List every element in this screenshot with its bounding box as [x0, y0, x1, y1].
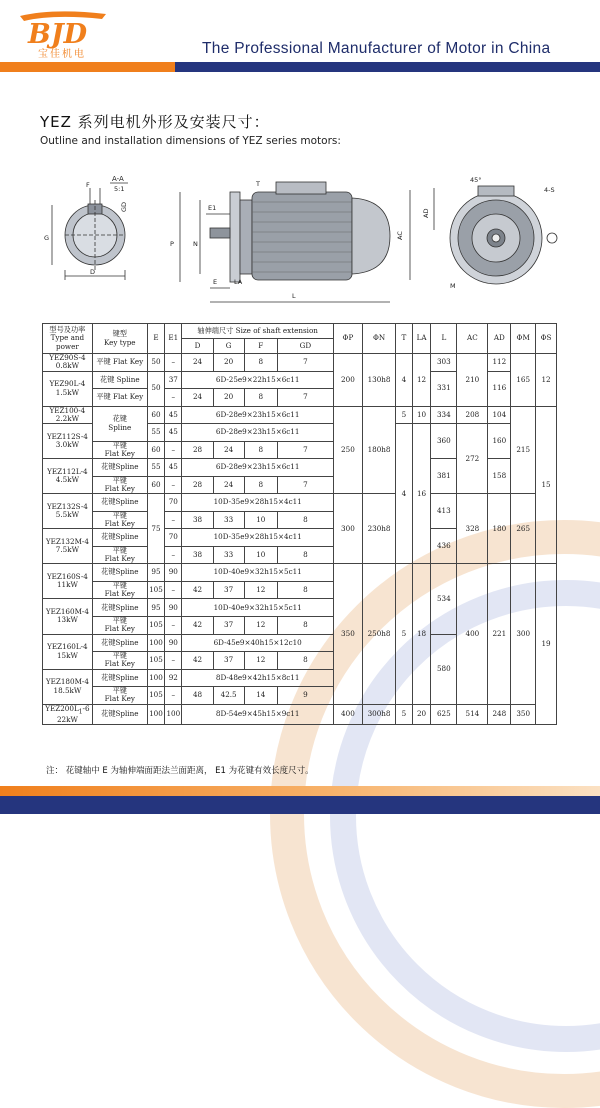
- label-angle: 45°: [470, 176, 482, 184]
- model-cell: YEZ90S-4 0.8kW: [43, 354, 93, 372]
- header-orange-bar: [0, 62, 175, 72]
- company-tagline: The Professional Manufacturer of Motor in China: [202, 40, 551, 57]
- key-cell: 平键 Flat Key: [92, 581, 147, 599]
- key-cell: 平键 Flat Key: [92, 616, 147, 634]
- model-cell: $YEZ200L_1-6$ 22kW: [43, 704, 93, 725]
- label-m: M: [450, 282, 456, 290]
- table-row: YEZ112S-4 3.0kW 55 45 6D-28e9×23h15×6c11 4 16 360 272 160: [43, 424, 557, 442]
- model-cell: YEZ160M-4 13kW: [43, 599, 93, 634]
- key-cell: 平键 Flat Key: [92, 476, 147, 494]
- header-e1: E1: [165, 324, 182, 354]
- model-cell: YEZ180M-4 18.5kW: [43, 669, 93, 704]
- motor-side-view: [170, 180, 410, 302]
- label-gd: GD: [120, 201, 128, 212]
- header-la: LA: [412, 324, 431, 354]
- model-cell: YEZ90L-4 1.5kW: [43, 371, 93, 406]
- header-key: 键型 Key type: [92, 324, 147, 354]
- label-p: P: [170, 240, 174, 248]
- table-row: 平键 Flat Key 105 – 42 37 12 8: [43, 652, 557, 670]
- label-g: G: [44, 234, 50, 242]
- key-cell: 平键 Flat Key: [92, 389, 147, 407]
- label-e1: E1: [208, 204, 217, 212]
- key-cell: 花键Spline: [92, 634, 147, 652]
- header-shaft: 轴伸端尺寸 Size of shaft extension: [182, 324, 333, 339]
- header-blue-bar: [175, 62, 600, 72]
- header-f: F: [244, 339, 277, 354]
- header-t: T: [396, 324, 413, 354]
- logo-chinese-name: 宝佳机电: [38, 49, 86, 60]
- page-header: [0, 0, 600, 75]
- header-l: L: [431, 324, 457, 354]
- header-ac: AC: [457, 324, 488, 354]
- model-cell: YEZ112L-4 4.5kW: [43, 459, 93, 494]
- header-n: ΦN: [362, 324, 395, 354]
- footer-blue-bar: [0, 796, 600, 814]
- header-ad: AD: [488, 324, 511, 354]
- model-cell: YEZ112S-4 3.0kW: [43, 424, 93, 459]
- table-row: YEZ132M-4 7.5kW 花键Spline 70 10D-35e9×28h15×4c11 436: [43, 529, 557, 547]
- label-ad: AD: [422, 208, 430, 218]
- key-cell: 花键 Spline: [92, 371, 147, 389]
- table-row: YEZ132S-4 5.5kW 花键Spline 75 70 10D-35e9×28h15×4c11 300 230h8 413 328 180 265: [43, 494, 557, 512]
- motor-front-view: [422, 176, 557, 290]
- table-row: YEZ160L-4 15kW 花键Spline 100 90 6D-45e9×40h15×12c10 580: [43, 634, 557, 652]
- company-logo: [14, 10, 124, 60]
- header-g: G: [213, 339, 244, 354]
- model-cell: YEZ132S-4 5.5kW: [43, 494, 93, 529]
- key-cell: 花键Spline: [92, 564, 147, 582]
- dimension-table: 型号及功率 Type and power 键型 Key type E E1 轴伸端尺寸 Size of shaft extension ΦP ΦN T LA L AC AD ΦM ΦS D G F GD YEZ90S-4 0.8kW 平键 Flat Key 50 – 24 20 8 7 200 130h8 4 12 303 210 112 165 12 YEZ90L-4 1.5kW 花键 Spline 50 37 6D-25e9×22h15×6c11 331 116 平键 Flat Key – 24 20 8 7 YEZ100-4 2.2kW 花键 Spline 60 45 6D-28e9×23h15×6c11 250 180h8 5 10 334 208 104 215 15 YEZ112S-4 3.0kW 55 45 6D-28e9×23h15×6c11 4 16 360 272 160 平键 Flat Key 60 – 28 24 8 7 YEZ112L-4 4.5kW 花键Spline 55 45 6D-28e9×23h15×6c11 381 158 平键 Flat Key 60 – 28 24 8 7 YEZ132S-4 5.5kW 花键Spline 75 70 10D-35e9×28h15×4c11 300 230h8 413 328 180 265 平键 Flat Key – 38 33 10 8 YEZ132M-4 7.5kW 花键Spline 70 10D-35e9×28h15×4c11 436 平键 Flat Key – 38 33 10 8 YEZ160S-4 11kW 花键Spline 95 90 10D-40e9×32h15×5c11 350 250h8 5 18 534 400 221 300 19 平键 Flat Key 105 – 42 37 12 8 YEZ160M-4 13kW 花键Spline 95 90 10D-40e9×32h15×5c11 平键 Flat Key 105 – 42 37 12 8 YEZ160L-4 15kW 花键Spline 100 90 6D-45e9×40h15×12c10 580 平键 Flat Key 105 – 42 37 12 8 YEZ180M-4 18.5kW 花键Spline 100 92 8D-48e9×42h15×8c11 平键 Flat Key 105 – 48 42.5 14 9 $YEZ200L_1-6$ 22kW 花键Spline 100 100 8D-54e9×45h15×9c11 400 300h8 5 20 625 514 248 350: [42, 323, 557, 725]
- header-e: E: [147, 324, 164, 354]
- key-cell: 花键Spline: [92, 529, 147, 547]
- header-model: 型号及功率 Type and power: [43, 324, 93, 354]
- key-cell: 平键 Flat Key: [92, 546, 147, 564]
- table-row: 平键 Flat Key 105 – 42 37 12 8: [43, 581, 557, 599]
- key-cell: 花键Spline: [92, 599, 147, 617]
- table-row: YEZ90L-4 1.5kW 花键 Spline 50 37 6D-25e9×22h15×6c11 331 116: [43, 371, 557, 389]
- header-gd: GD: [277, 339, 333, 354]
- header-p: ΦP: [333, 324, 362, 354]
- model-cell: YEZ160S-4 11kW: [43, 564, 93, 599]
- key-cell: 平键 Flat Key: [92, 687, 147, 705]
- label-d: D: [90, 268, 96, 276]
- key-cell: 平键 Flat Key: [92, 511, 147, 529]
- label-aa: A-A: [112, 175, 124, 183]
- page-title-chinese: YEZ 系列电机外形及安装尺寸：: [40, 113, 270, 131]
- key-cell: 花键Spline: [92, 459, 147, 477]
- table-row: YEZ180M-4 18.5kW 花键Spline 100 92 8D-48e9×42h15×8c11: [43, 669, 557, 687]
- header-s: ΦS: [536, 324, 557, 354]
- table-row: YEZ160M-4 13kW 花键Spline 95 90 10D-40e9×32h15×5c11: [43, 599, 557, 617]
- page-title-english: Outline and installation dimensions of YEZ series motors:: [40, 135, 341, 147]
- label-t: T: [256, 180, 260, 188]
- table-row: YEZ112L-4 4.5kW 花键Spline 55 45 6D-28e9×23h15×6c11 381 158: [43, 459, 557, 477]
- header-row-1: [43, 324, 557, 339]
- table-row: $YEZ200L_1-6$ 22kW 花键Spline 100 100 8D-54e9×45h15×9c11 400 300h8 5 20 625 514 248 350: [43, 704, 557, 725]
- shaft-section-view: [44, 175, 128, 280]
- label-f: F: [86, 181, 90, 189]
- table-row: YEZ90S-4 0.8kW 平键 Flat Key 50 – 24 20 8 7 200 130h8 4 12 303 210 112 165 12: [43, 354, 557, 372]
- label-la: LA: [234, 278, 243, 286]
- label-ratio: 5:1: [114, 185, 125, 193]
- label-l: L: [292, 292, 296, 300]
- key-cell: 平键 Flat Key: [92, 441, 147, 459]
- label-e: E: [213, 278, 218, 286]
- key-cell: 平键 Flat Key: [92, 354, 147, 372]
- logo-letters: BJD: [28, 19, 88, 50]
- footer-orange-bar: [0, 786, 600, 796]
- footnote: 注： 花键轴中 E 为轴伸端面距法兰面距离， E1 为花键有效长度尺寸。: [46, 766, 314, 776]
- table-row: 平键 Flat Key 105 – 48 42.5 14 9: [43, 687, 557, 705]
- label-ac: AC: [396, 231, 404, 240]
- key-cell: 花键Spline: [92, 669, 147, 687]
- logo-graphic: [14, 10, 124, 60]
- header-d: D: [182, 339, 213, 354]
- table-row: 平键 Flat Key – 24 20 8 7: [43, 389, 557, 407]
- key-cell: 花键Spline: [92, 494, 147, 512]
- outline-drawings: [30, 160, 575, 320]
- key-cell: 花键Spline: [92, 704, 147, 725]
- header-m: ΦM: [511, 324, 536, 354]
- key-cell: 平键 Flat Key: [92, 652, 147, 670]
- label-fs: 4-S: [544, 186, 555, 194]
- model-cell: YEZ160L-4 15kW: [43, 634, 93, 669]
- model-cell: YEZ132M-4 7.5kW: [43, 529, 93, 564]
- table-row: 平键 Flat Key 105 – 42 37 12 8: [43, 616, 557, 634]
- table-row: YEZ100-4 2.2kW 花键 Spline 60 45 6D-28e9×23h15×6c11 250 180h8 5 10 334 208 104 215 15: [43, 406, 557, 424]
- key-cell: 花键 Spline: [92, 406, 147, 441]
- label-n: N: [193, 240, 198, 248]
- model-cell: YEZ100-4 2.2kW: [43, 406, 93, 424]
- table-row: YEZ160S-4 11kW 花键Spline 95 90 10D-40e9×32h15×5c11 350 250h8 5 18 534 400 221 300 19: [43, 564, 557, 582]
